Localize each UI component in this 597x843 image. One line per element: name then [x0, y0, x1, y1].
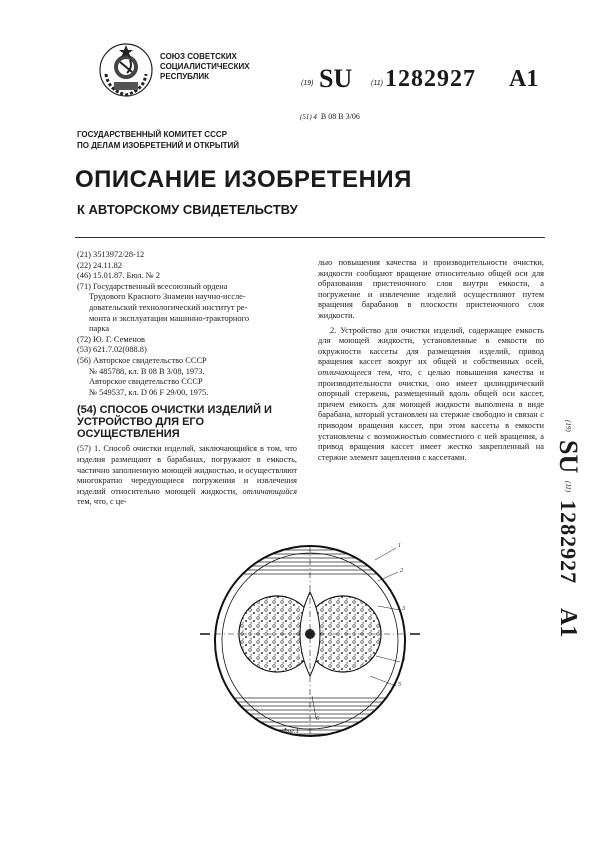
issuing-state: СОЮЗ СОВЕТСКИХ СОЦИАЛИСТИЧЕСКИХ РЕСПУБЛИК: [160, 52, 250, 81]
bibliographic-data: (21) 3513972/28-12 (22) 24.11.82 (46) 15.01.87. Бюл. № 2 (71) Государственный всесоюзный ордена Трудового Красного Знамени научно-иссле- довательский технологический институт ре- монта и эксплуатации машинно-тракторного парка (72) Ю. Г. Семенов (53) 621.7.02(088.8) (56) Авторское свидетельство СССР № 485788, кл. В 08 В 3/08, 1973. Авторское свидетельство СССР № 549537, кл. D 06 F 29/00, 1975.: [77, 250, 250, 397]
figure-label-1: 1: [398, 543, 401, 549]
patent-number: 1282927: [385, 66, 476, 92]
figure-drum-drawing: [200, 536, 420, 746]
right-column: [318, 258, 544, 463]
invention-title: (54) СПОСОБ ОЧИСТКИ ИЗДЕЛИЙ И УСТРОЙСТВО ДЛЯ ЕГО ОСУЩЕСТВЛЕНИЯ: [77, 404, 272, 441]
claim-2: 2. Устройство для очистки изделий, содержащее емкость для моющей жидкости, установленные в емкости по окружности кассеты для размещения изделий, привод вращения кассет вокруг их общей и собственных осей, отличающееся тем, что, с целью повышения качества и производительности очистки, оно имеет цилиндрический опорный стержень, размещенный вдоль общей оси кассет, причем емкость для моющей жидкости выполнена в виде барабана, который установлен на стержне свободно и связан с приводом вращения кассет, при этом кассеты в емкости установлены с возможностью совместного с ней вращения, а привод вращения кассет имеет жестко закрепленный на стержне элемент зацепления с кассетами.: [318, 325, 545, 462]
ussr-emblem-icon: [96, 40, 156, 100]
kind-code: A1: [509, 66, 539, 92]
ipc-classification: (51) 4 B 08 B 3/06: [300, 112, 360, 121]
figure-label-3: 3: [402, 606, 405, 612]
side-publication-number: (19) SU (11) 1282927 A1: [554, 420, 583, 638]
header-divider: [75, 237, 545, 238]
figure-label-4: 4: [402, 657, 405, 663]
document-subtitle: К АВТОРСКОМУ СВИДЕТЕЛЬСТВУ: [77, 202, 298, 217]
country-code: SU: [319, 64, 353, 93]
claim-1: (57) 1. Способ очистки изделий, заключающийся в том, что изделия размещают в барабанах, погружают в емкость, частично заполненную моющей жидкостью, и осуществляют многократно чередующиеся погружения и извлечения изделий относительно моющей жидкости, отличающийся тем, что, с це-: [77, 444, 297, 507]
document-title: ОПИСАНИЕ ИЗОБРЕТЕНИЯ: [75, 166, 412, 193]
left-column: [77, 250, 297, 508]
figure-label-6: 6: [316, 716, 319, 722]
figure-label-5: 5: [398, 682, 401, 688]
committee: ГОСУДАРСТВЕННЫЙ КОМИТЕТ СССР ПО ДЕЛАМ ИЗОБРЕТЕНИЙ И ОТКРЫТИЙ: [77, 130, 240, 150]
figure-label-2: 2: [400, 568, 403, 574]
figure-caption: Фиг.1: [282, 727, 300, 735]
claim-1-continuation: лью повышения качества и производительности очистки, жидкости сообщают вращение относительно общей оси для образования пристеночного слоя внутри емкости, а погружение и извлечение изделий осуществляют путем вращения барабанов в плоскости пристеночного слоя жидкости.: [318, 258, 544, 320]
publication-number: (19) SU (11) 1282927 A1: [301, 64, 539, 93]
